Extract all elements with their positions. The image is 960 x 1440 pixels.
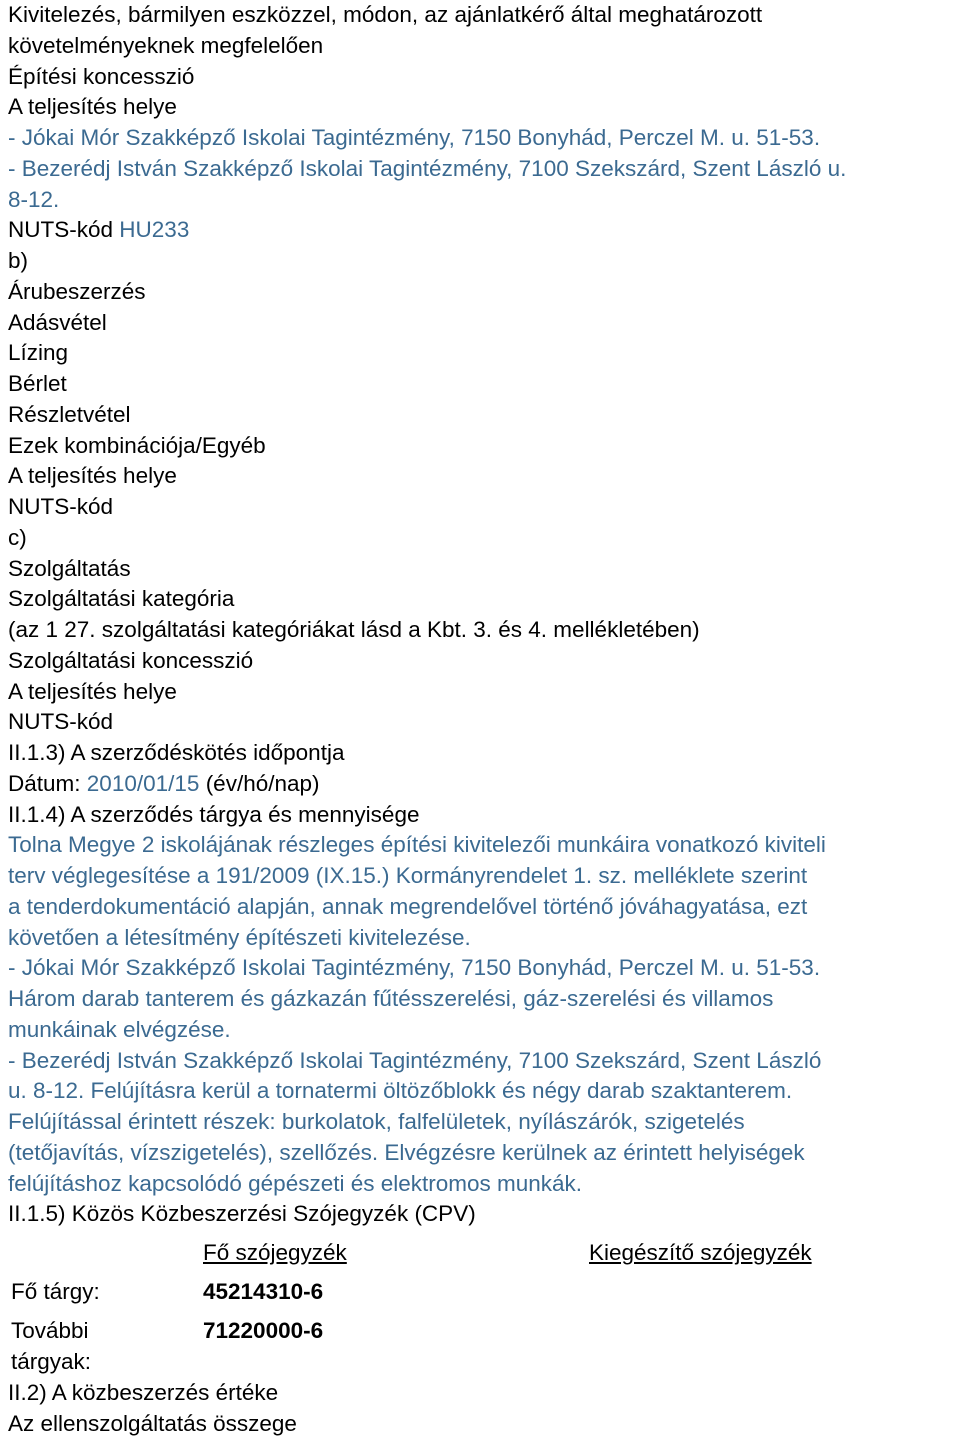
subject-line: követően a létesítmény építészeti kivitelezése. xyxy=(8,924,471,950)
section-b-item: Bérlet xyxy=(8,371,67,396)
date-value: 2010/01/15 xyxy=(86,770,200,796)
section-b-item: A teljesítés helye xyxy=(8,463,177,489)
subject-heading: II.1.4) A szerződés tárgya és mennyisége xyxy=(8,801,420,827)
cpv-main-code: 45214310-6 xyxy=(203,1279,324,1304)
contract-date-heading: II.1.3) A szerződéskötés időpontja xyxy=(8,740,345,765)
section-c-item: Szolgáltatás xyxy=(8,555,131,581)
location-line: 8-12. xyxy=(8,186,60,212)
cpv-supplementary-header: Kiegészítő szójegyzék xyxy=(589,1240,812,1265)
subject-line: terv véglegesítése a 191/2009 (IX.15.) Kormányrendelet 1. sz. melléklete szerint xyxy=(8,863,808,888)
section-b-item: NUTS-kód xyxy=(8,494,114,519)
section-b-item: Lízing xyxy=(8,340,69,366)
section-c-item: NUTS-kód xyxy=(8,709,114,735)
subject-line: Felújítással érintett részek: burkolatok, falfelületek, nyílászárók, szigetelés xyxy=(8,1109,745,1134)
section-c-item: (az 1 27. szolgáltatási kategóriákat lásd a Kbt. 3. és 4. mellékletében) xyxy=(8,617,700,642)
cpv-heading: II.1.5) Közös Közbeszerzési Szójegyzék (CPV) xyxy=(8,1201,476,1227)
date-label: Dátum: xyxy=(8,770,81,796)
subject-line: a tenderdokumentáció alapján, annak megrendelővel történő jóváhagyatása, ezt xyxy=(8,893,808,919)
cpv-main-label: Fő tárgy: xyxy=(11,1279,100,1304)
nuts-label: NUTS-kód xyxy=(8,217,114,243)
text-line: Kivitelezés, bármilyen eszközzel, módon, az ajánlatkérő által meghatározott xyxy=(8,2,763,27)
cpv-more-code: 71220000-6 xyxy=(203,1318,324,1343)
section-c-item: Szolgáltatási koncesszió xyxy=(8,647,254,673)
text-line: Építési koncesszió xyxy=(8,63,195,89)
subject-line: - Jókai Mór Szakképző Iskolai Tagintézmény, 7150 Bonyhád, Perczel M. u. 51-53. xyxy=(8,955,821,981)
section-b-item: Részletvétel xyxy=(8,401,131,427)
section-b-label: b) xyxy=(8,248,29,273)
subject-line: u. 8-12. Felújításra kerül a tornatermi öltözőblokk és négy darab szaktanterem. xyxy=(8,1078,793,1104)
subject-line: felújításhoz kapcsolódó gépészeti és elektromos munkák. xyxy=(8,1170,583,1196)
date-format: (év/hó/nap) xyxy=(205,770,320,796)
text-line: követelményeknek megfelelően xyxy=(8,32,324,58)
subject-line: Tolna Megye 2 iskolájának részleges építési kivitelezői munkáira vonatkozó kiviteli xyxy=(8,832,826,858)
section-c-item: A teljesítés helye xyxy=(8,678,177,704)
section-b-item: Adásvétel xyxy=(8,309,107,335)
section-c-item: Szolgáltatási kategória xyxy=(8,586,235,612)
subject-line: munkáinak elvégzése. xyxy=(8,1016,231,1042)
cpv-main-header: Fő szójegyzék xyxy=(203,1240,347,1265)
location-line: - Bezerédj István Szakképző Iskolai Tagintézmény, 7100 Szekszárd, Szent László u. xyxy=(8,155,847,181)
cpv-more-label: További xyxy=(11,1318,89,1343)
cpv-table xyxy=(8,1230,948,1374)
location-line: - Jókai Mór Szakképző Iskolai Tagintézmény, 7150 Bonyhád, Perczel M. u. 51-53. xyxy=(8,125,821,150)
subject-line: (tetőjavítás, vízszigetelés), szellőzés. Elvégzésre kerülnek az érintett helyiségek xyxy=(8,1139,805,1165)
cpv-more-label: tárgyak: xyxy=(11,1349,92,1374)
text-line: A teljesítés helye xyxy=(8,94,177,120)
nuts-code-line xyxy=(8,215,952,246)
section-b-item: Árubeszerzés xyxy=(8,278,146,304)
value-heading: II.2) A közbeszerzés értéke xyxy=(8,1380,279,1405)
nuts-value: HU233 xyxy=(119,217,190,243)
section-c-label: c) xyxy=(8,524,27,550)
contract-date-line xyxy=(8,769,952,800)
section-b-item: Ezek kombinációja/Egyéb xyxy=(8,432,266,458)
subject-line: - Bezerédj István Szakképző Iskolai Tagintézmény, 7100 Szekszárd, Szent László xyxy=(8,1047,822,1073)
subject-line: Három darab tanterem és gázkazán fűtésszerelési, gáz-szerelési és villamos xyxy=(8,986,774,1011)
value-subheading: Az ellenszolgáltatás összege xyxy=(8,1410,297,1436)
